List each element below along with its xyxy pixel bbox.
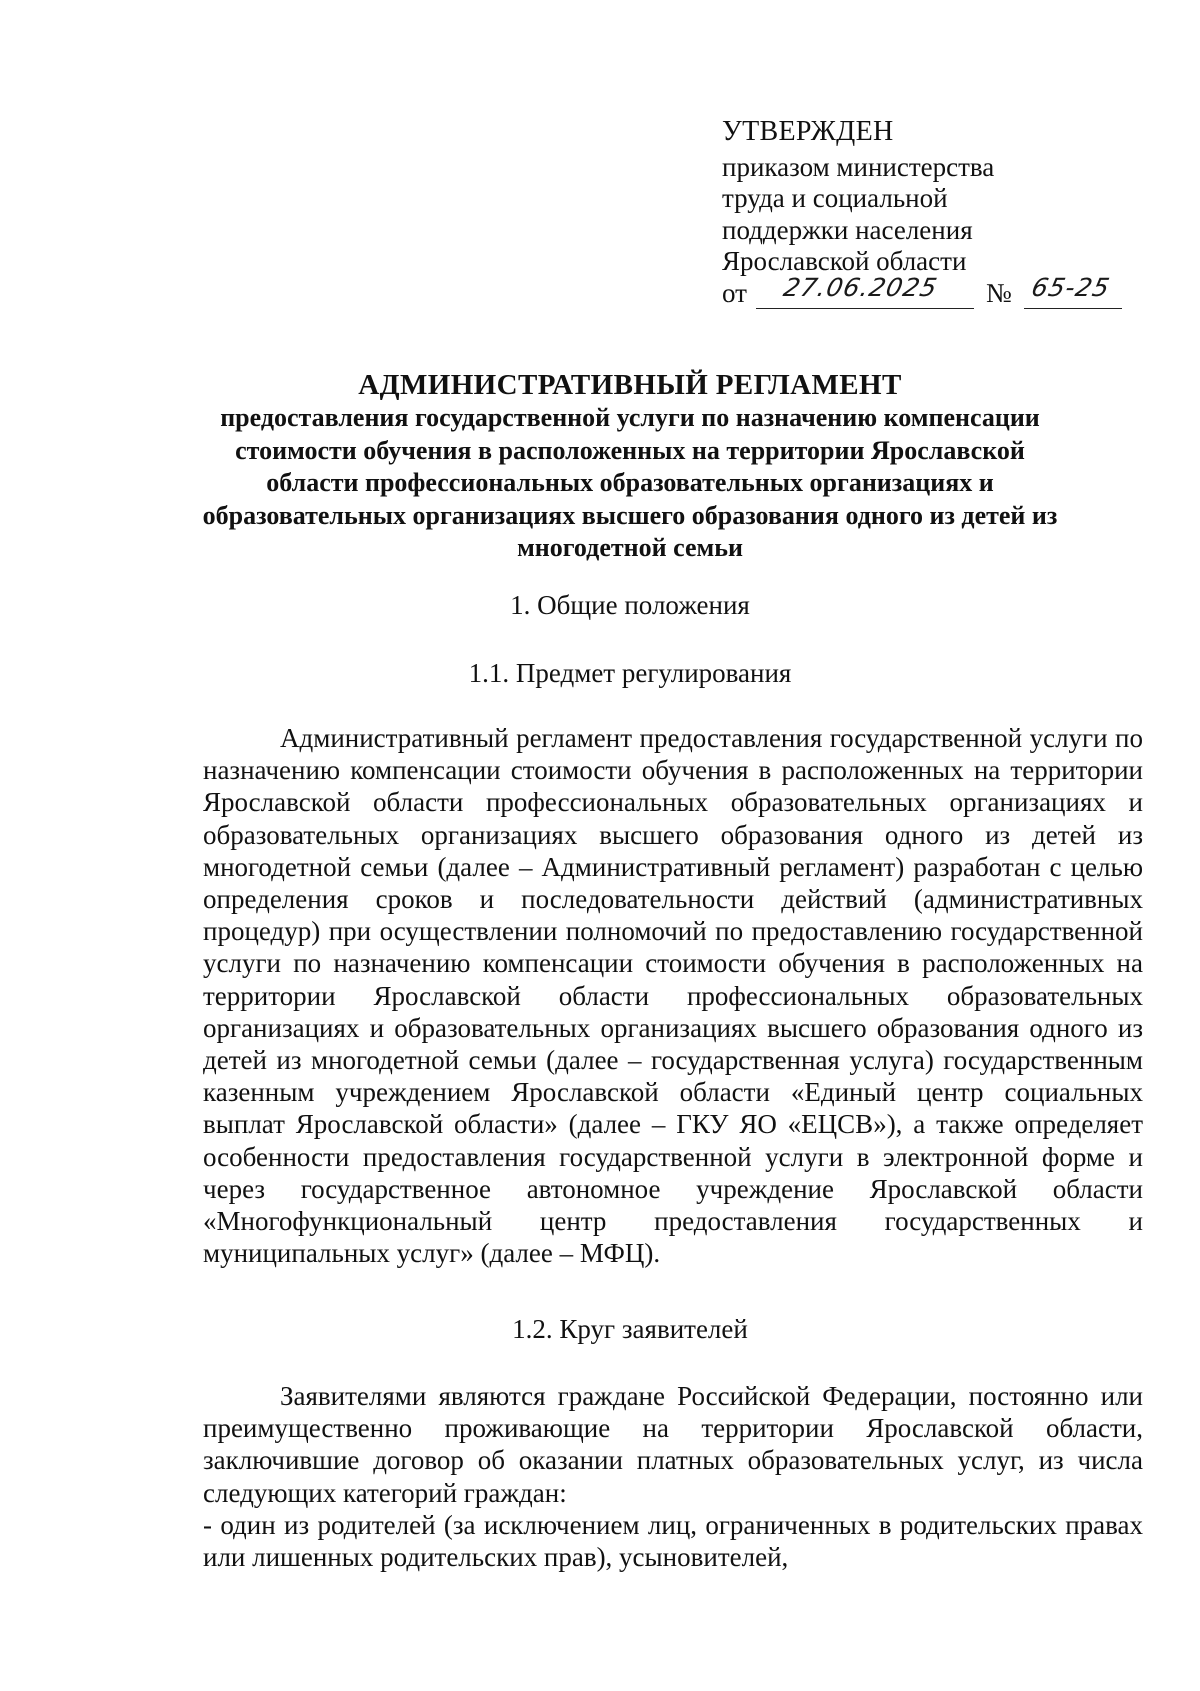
approval-stamp-block bbox=[722, 116, 1122, 312]
approval-heading: УТВЕРЖДЕН bbox=[722, 116, 894, 147]
approval-line-2: труда и социальной bbox=[722, 183, 948, 213]
document-title-block bbox=[190, 368, 1070, 565]
section-heading-1-1: 1.1. Предмет регулирования bbox=[468, 658, 792, 688]
approval-line-1: приказом министерства bbox=[722, 151, 995, 182]
section-heading-1: 1. Общие положения bbox=[510, 590, 750, 620]
paragraph-subject-of-regulation: Административный регламент предоставления государственной услуги по назначению компенсации стоимости обучения в расположенных на территории Ярославской области профессиональных образовательных организациях и образовательных организациях высшего образования одного из детей из многодетной семьи (далее – Административный регламент) разработан с целью определения сроков и последовательности действий (административных процедур) при осуществлении полномочий по предоставлению государственной услуги по назначению компенсации стоимости обучения в расположенных на территории Ярославской области профессиональных образовательных организациях и образовательных организациях высшего образования одного из детей из многодетной семьи (далее – государственная услуга) государственным казенным учреждением Ярославской области «Единый центр социальных выплат Ярославской области» (далее – ГКУ ЯО «ЕЦСВ»), а также определяет особенности предоставления государственной услуги в электронной форме и через государственное автономное учреждение Ярославской области «Многофункциональный центр предоставления государственных и муниципальных услуг» (далее – МФЦ). bbox=[203, 723, 1143, 1269]
document-subtitle-line-1: предоставления государственной услуги по назначению компенсации bbox=[220, 403, 1040, 432]
document-title: АДМИНИСТРАТИВНЫЙ РЕГЛАМЕНТ bbox=[358, 369, 902, 401]
date-field bbox=[756, 272, 974, 309]
list-item-parent: - один из родителей (за исключением лиц, ограниченных в родительских правах или лишенных родительских прав), усыновителей, bbox=[203, 1510, 1143, 1573]
handwritten-number: 65-25 bbox=[1028, 272, 1113, 302]
section-heading-1-2: 1.2. Круг заявителей bbox=[512, 1314, 748, 1344]
document-subtitle-line-5: многодетной семьи bbox=[517, 533, 743, 562]
date-label: от bbox=[722, 277, 747, 308]
document-subtitle-line-4: образовательных организациях высшего образования одного из детей из bbox=[202, 500, 1058, 530]
number-label: № bbox=[986, 277, 1012, 308]
document-subtitle-line-3: области профессиональных образовательных организациях и bbox=[266, 468, 994, 497]
document-subtitle-line-2: стоимости обучения в расположенных на территории Ярославской bbox=[235, 435, 1025, 465]
approval-line-3: поддержки населения bbox=[722, 214, 973, 245]
approval-line-4: Ярославской области bbox=[722, 246, 967, 276]
number-field bbox=[1024, 272, 1122, 309]
handwritten-date: 27.06.2025 bbox=[780, 272, 941, 302]
approval-date-number-row bbox=[722, 272, 1122, 312]
paragraph-applicants: Заявителями являются граждане Российской Федерации, постоянно или преимущественно проживающие на территории Ярославской области, заключившие договор об оказании платных образовательных услуг, из числа следующих категорий граждан: bbox=[203, 1381, 1143, 1508]
